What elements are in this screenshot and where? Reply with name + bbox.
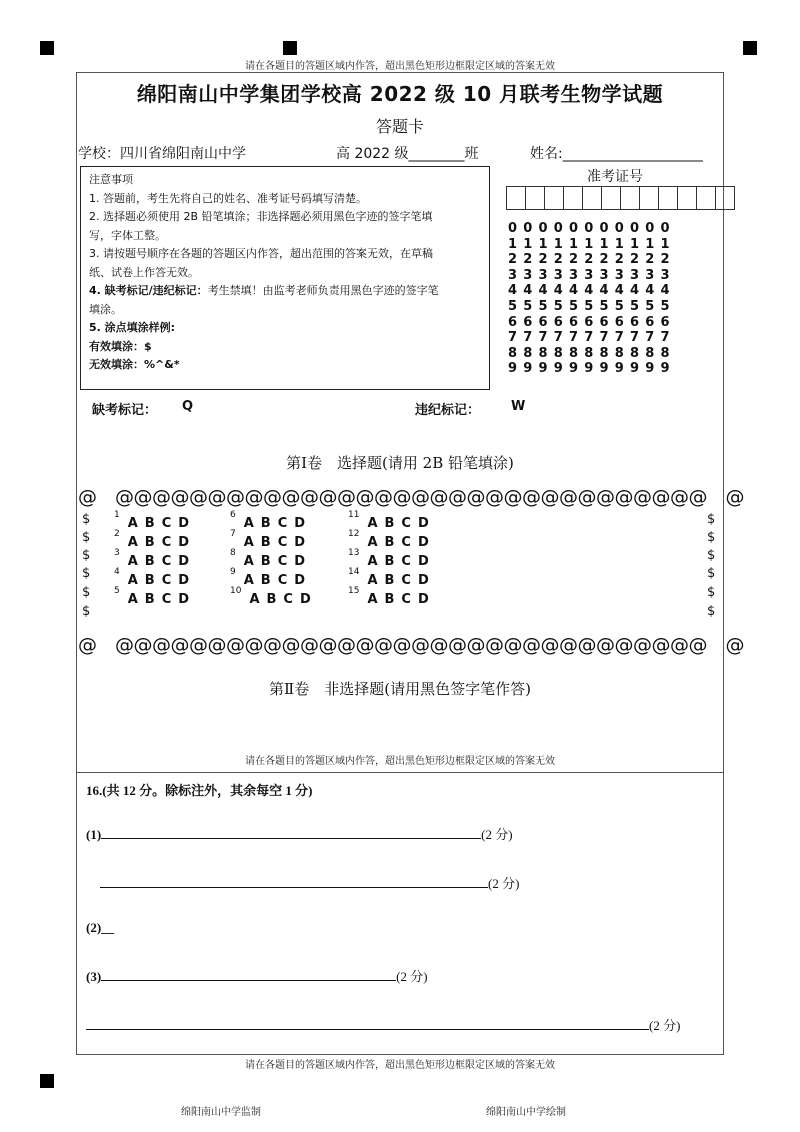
answer-options[interactable]: ABCD <box>243 516 313 531</box>
answer-line[interactable] <box>101 827 481 839</box>
notice-item: 1. 答题前，考生先将自己的姓名、准考证号码填写清楚。 <box>89 191 367 205</box>
notice-item-4 <box>89 282 481 301</box>
choice-area-bottom-border: @ @@@@@@@@@@@@@@@@@@@@@@@@@@@@@@@@ @ <box>78 634 745 656</box>
frame-gap <box>724 662 764 702</box>
question-row[interactable] <box>230 550 312 569</box>
footer-drawn: 绵阳南山中学绘制 <box>486 1107 566 1118</box>
exam-id-box[interactable] <box>696 186 716 210</box>
answer-options[interactable]: ABCD <box>367 592 436 607</box>
question-row[interactable] <box>348 531 436 550</box>
question-row[interactable] <box>230 512 312 531</box>
q16-part1-second[interactable] <box>100 873 519 892</box>
question-row[interactable] <box>230 588 318 607</box>
class-field[interactable]: 高 2022 级________班 <box>336 146 479 162</box>
notice-heading: 注意事项 <box>89 173 133 186</box>
notice-item: 2. 选择题必须使用 2B 铅笔填涂；非选择题必须用黑色字迹的签字笔填 <box>89 210 433 223</box>
answer-options[interactable]: ABCD <box>367 573 436 588</box>
alignment-mark-top-left <box>40 41 54 55</box>
dollar-marker-right: $ <box>707 566 716 581</box>
absent-mark[interactable]: Q <box>182 399 194 414</box>
question-number: 6 <box>230 510 236 520</box>
question-number: 7 <box>230 529 236 539</box>
q16-part2[interactable]: (2)__ <box>86 920 115 935</box>
exam-id-box[interactable] <box>639 186 659 210</box>
question-number: 9 <box>230 567 236 577</box>
choice-area-top-border: @ @@@@@@@@@@@@@@@@@@@@@@@@@@@@@@@@ @ <box>78 486 745 508</box>
answer-options[interactable]: ABCD <box>367 516 436 531</box>
answer-options[interactable]: ABCD <box>127 516 197 531</box>
violation-label: 违纪标记： <box>415 403 481 418</box>
score-label: (2 分) <box>488 876 520 891</box>
exam-id-box[interactable] <box>506 186 526 210</box>
page-title: 绵阳南山中学集团学校高 2022 级 10 月联考生物学试题 <box>136 82 664 106</box>
exam-id-box[interactable] <box>677 186 697 210</box>
exam-id-digit-row[interactable]: 55555555555 <box>508 298 676 314</box>
q16-part3-second[interactable] <box>86 1015 680 1034</box>
notice-item-4-text: 考生禁填！由监考老师负责用黑色字迹的签字笔 <box>207 284 439 297</box>
question-number: 15 <box>348 586 360 596</box>
exam-id-digit-row[interactable]: 44444444444 <box>508 283 676 299</box>
dollar-marker-left: $ <box>82 604 91 619</box>
exam-id-digit-row[interactable]: 11111111111 <box>508 236 676 252</box>
exam-id-box[interactable] <box>582 186 602 210</box>
question-row[interactable] <box>114 512 196 531</box>
question-number: 11 <box>348 510 360 520</box>
exam-id-box[interactable] <box>525 186 545 210</box>
q16-part3-label: (3) <box>86 969 102 984</box>
answer-options[interactable]: ABCD <box>127 535 197 550</box>
question-number: 2 <box>114 529 120 539</box>
score-label: (2 分) <box>396 969 428 984</box>
dollar-marker-left: $ <box>82 548 91 563</box>
question-number: 13 <box>348 548 360 558</box>
answer-options[interactable]: ABCD <box>243 535 313 550</box>
answer-line[interactable] <box>101 969 396 981</box>
exam-id-digit-row[interactable]: 33333333333 <box>508 267 676 283</box>
dollar-marker-left: $ <box>82 530 91 545</box>
exam-id-digit-row[interactable]: 22222222222 <box>508 252 676 268</box>
question-number: 12 <box>348 529 360 539</box>
instruction-top: 请在各题目的答题区域内作答，超出黑色矩形边框限定区域的答案无效 <box>245 61 555 72</box>
exam-id-box[interactable] <box>715 186 735 210</box>
dollar-marker-right: $ <box>707 585 716 600</box>
instruction-bottom: 请在各题目的答题区域内作答，超出黑色矩形边框限定区域的答案无效 <box>245 1060 555 1071</box>
exam-id-digit-grid[interactable] <box>508 221 676 377</box>
answer-options[interactable]: ABCD <box>243 554 313 569</box>
answer-options[interactable]: ABCD <box>243 573 313 588</box>
dollar-marker-left: $ <box>82 585 91 600</box>
instruction-mid: 请在各题目的答题区域内作答，超出黑色矩形边框限定区域的答案无效 <box>245 756 555 767</box>
q16-heading: 16.(共 12 分。除标注外，其余每空 1 分) <box>86 783 313 798</box>
exam-id-boxes[interactable] <box>506 186 734 210</box>
score-label: (2 分) <box>649 1018 681 1033</box>
question-row[interactable] <box>230 569 312 588</box>
question-row[interactable] <box>348 569 436 588</box>
answer-options[interactable]: ABCD <box>127 573 197 588</box>
question-number: 4 <box>114 567 120 577</box>
question-number: 8 <box>230 548 236 558</box>
exam-id-box[interactable] <box>658 186 678 210</box>
answer-frame-q16 <box>76 772 724 1055</box>
school-field[interactable]: 学校：四川省绵阳南山中学 <box>78 146 246 162</box>
dollar-marker-left: $ <box>82 512 91 527</box>
notice-item: 纸、试卷上作答无效。 <box>89 265 199 279</box>
dollar-marker-right: $ <box>707 512 716 527</box>
page-subtitle: 答题卡 <box>375 117 424 136</box>
question-number: 14 <box>348 567 360 577</box>
absent-label: 缺考标记： <box>92 403 158 418</box>
notice-item-5: 5. 涂点填涂样例: <box>89 321 176 334</box>
answer-options[interactable]: ABCD <box>127 592 197 607</box>
notice-item-4-label: 4. 缺考标记/违纪标记： <box>89 284 208 297</box>
notice-box <box>80 166 490 390</box>
question-number: 1 <box>114 510 120 520</box>
exam-id-box[interactable] <box>620 186 640 210</box>
exam-id-box[interactable] <box>563 186 583 210</box>
question-row[interactable] <box>114 569 196 588</box>
valid-fill-sample: 有效填涂：$ <box>89 339 152 353</box>
q16-part3[interactable] <box>86 966 428 985</box>
score-label: (2 分) <box>481 827 513 842</box>
exam-id-title: 准考证号 <box>587 169 643 185</box>
dollar-marker-right: $ <box>707 548 716 563</box>
answer-options[interactable]: ABCD <box>367 554 436 569</box>
question-row[interactable] <box>348 512 436 531</box>
exam-id-digit-row[interactable]: 77777777777 <box>508 330 676 346</box>
section2-title: 第Ⅱ卷 非选择题(请用黑色签字笔作答) <box>269 680 531 698</box>
question-number: 3 <box>114 548 120 558</box>
q16-part1[interactable] <box>86 824 513 843</box>
question-row[interactable] <box>114 531 196 550</box>
dollar-marker-left: $ <box>82 566 91 581</box>
answer-options[interactable]: ABCD <box>127 554 197 569</box>
question-number: 10 <box>230 586 242 596</box>
question-row[interactable] <box>348 550 436 569</box>
section1-title: 第Ⅰ卷 选择题(请用 2B 铅笔填涂) <box>286 454 514 472</box>
violation-mark[interactable]: W <box>511 399 526 414</box>
exam-id-digit-row[interactable]: 00000000000 <box>508 221 676 236</box>
invalid-fill-sample: 无效填涂：%^&* <box>89 358 180 371</box>
notice-item: 填涂。 <box>89 302 122 316</box>
exam-id-digit-row[interactable]: 66666666666 <box>508 314 676 330</box>
exam-id-box[interactable] <box>601 186 621 210</box>
exam-id-digit-row[interactable]: 99999999999 <box>508 361 676 377</box>
footer-supervised: 绵阳南山中学监制 <box>181 1107 261 1118</box>
alignment-mark-top-right <box>743 41 757 55</box>
answer-line[interactable] <box>86 1018 649 1030</box>
answer-options[interactable]: ABCD <box>249 592 318 607</box>
question-number: 5 <box>114 586 120 596</box>
name-field[interactable]: 姓名:____________________ <box>530 146 703 162</box>
question-row[interactable] <box>230 531 312 550</box>
exam-id-digit-row[interactable]: 88888888888 <box>508 345 676 361</box>
dollar-marker-right: $ <box>707 530 716 545</box>
notice-item: 3. 请按题号顺序在各题的答题区内作答，超出范围的答案无效，在草稿 <box>89 247 433 260</box>
answer-options[interactable]: ABCD <box>367 535 436 550</box>
question-row[interactable] <box>348 588 436 607</box>
question-row[interactable] <box>114 588 196 607</box>
q16-part1-label: (1) <box>86 827 102 842</box>
dollar-marker-right: $ <box>707 604 716 619</box>
notice-item: 写，字体工整。 <box>89 228 166 242</box>
question-row[interactable] <box>114 550 196 569</box>
alignment-mark-top-center <box>283 41 297 55</box>
exam-id-box[interactable] <box>544 186 564 210</box>
answer-line[interactable] <box>100 876 488 888</box>
alignment-mark-bottom-left <box>40 1074 54 1088</box>
